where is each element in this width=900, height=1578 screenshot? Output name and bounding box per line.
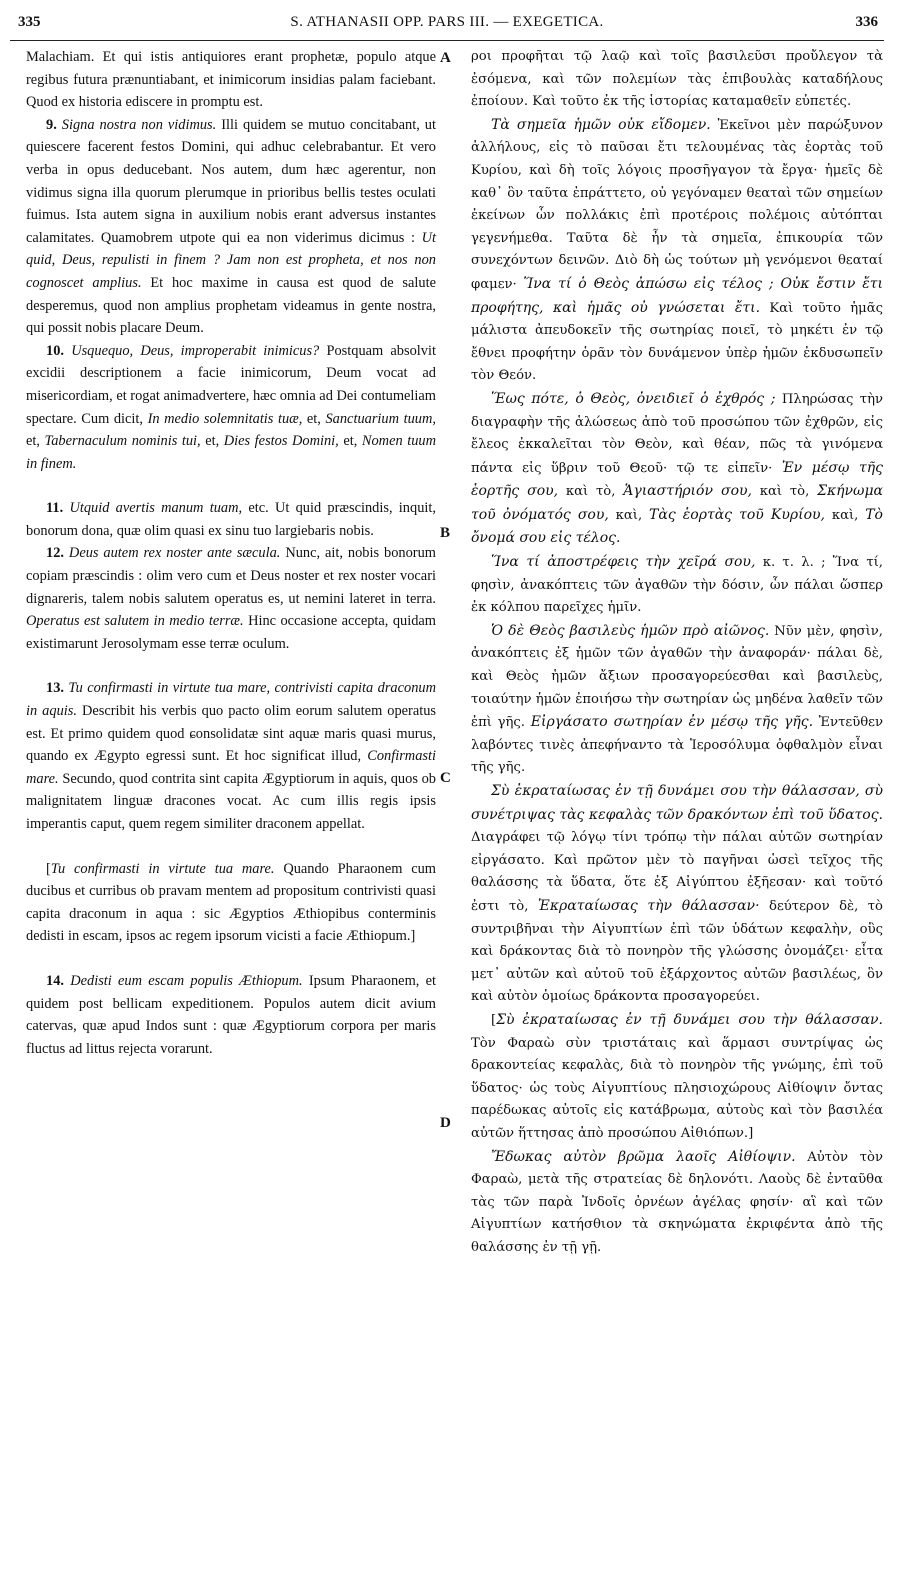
greek-paragraph-12: Ὁ δὲ Θεὸς βασιλεὺς ἡμῶν πρὸ αἰῶνος. Νῦν μὲν, φησὶν, ἀνακόπτεις ἐξ ἡμῶν τῶν ἀγαθῶν τὴν ἀναφοράν· πάλαι δὲ, καὶ Θεὸς ἡμῶν ἄξιων προσαγορεύεσθαι καὶ βασιλεὺς, τοιαύτην ἡμῶν ἐποιήσω τὴν σωτηρίαν ὡς μηδένα λαθεῖν τῶν ἐπὶ γῆς. Εἰργάσατο σωτηρίαν ἐν μέσῳ τῆς γῆς. Ἐντεῦθεν λαβόντες τινὲς ἀπεφήναντο τὰ Ἱεροσόλυμα ὀφθαλμὸν εἶναι τῆς γῆς. — [471, 622, 883, 776]
latin-paragraph: Malachiam. Et qui istis antiquiores erant prophetæ, populo atque regibus futura prænuntiabant, et inimicorum insidias palam faciebant. Quod ex historia ediscere in promptu est. — [26, 49, 436, 111]
margin-letter-c: C — [440, 770, 451, 786]
greek-bracketed-paragraph: [Σὺ ἐκραταίωσας ἐν τῇ δυνάμει σου τὴν θάλασσαν. Τὸν Φαραὼ σὺν τριστάταις καὶ ἅρμασι συντρίψας ὡς δρακοντείας κεφαλὰς, διὰ τὸ πονηρὸν τῆς γνώμης, ἐπὶ τοῦ ὕδατος· ὡς τοὺς Αἰγυπτίους πλησιοχώρους Αἰθίοψιν ὄντας παρέδωκας αὐτοῖς εἰς κατάβρωμα, αὐτοὺς καὶ τὸν βασιλέα αὐτῶν ἥττησας ἀπὸ προσώπου Αἰθιόπων.] — [471, 1011, 883, 1141]
greek-paragraph-13: Σὺ ἐκραταίωσας ἐν τῇ δυνάμει σου τὴν θάλασσαν, σὺ συνέτριψας τὰς κεφαλὰς τῶν δρακόντων ἐπὶ τοῦ ὕδατος. Διαγράφει τῷ λόγῳ τίνι τρόπῳ τὴν πάλαι αὐτῶν σωτηρίαν εἰργάσατο. Καὶ πρῶτον μὲν τὸ παγῆναι ὡσεὶ τεῖχος τῆς θαλάσσης τὰ ὕδατα, ὅτε ἐξ Αἰγύπτου ἐξῆεσαν· καὶ τοῦτό ἐστι τὸ, Ἐκραταίωσας τὴν θάλασσαν· δεύτερον δὲ, τὸ συντριβῆναι τὴν Αἰγυπτίων ἐπὶ τῶν ὑδάτων κεφαλὴν, οὓς καὶ δράκοντας διὰ τὸ πονηρὸν τῆς γλώσσης ὀνομάζει· εἶτα μετ᾽ αὐτῶν καὶ αὐτοῦ τοῦ ἐξάρχοντος αὐτῶν βασιλέως, ὃν καὶ αὐτὸν ὁμοίως δράκοντα προσαγορεύει. — [471, 783, 884, 1005]
greek-paragraph-14: Ἔδωκας αὐτὸν βρῶμα λαοῖς Αἰθίοψιν. Αὐτὸν τὸν Φαραὼ, μετὰ τῆς στρατείας δὲ δηλονότι. Λαοὺς δὲ ἐνταῦθα τὰς τῶν παρὰ Ἰνδοῖς ὀρνέων ἀγέλας φησίν· αἳ καὶ τῶν Αἰγυπτίων κατήσθιον τὰ σκηνώματα ἐκριφέντα ἀπὸ τῆς θαλάσσης ἐν τῇ γῇ. — [471, 1148, 883, 1255]
latin-paragraph-10: 10. Usquequo, Deus, improperabit inimicus? Postquam absolvit excidii descriptionem a facie inimicorum, Deum vocat ad misericordiam, et rogat animadvertere, hæc omnia ad Dei contumeliam spectare. Cum dicit, In medio solemnitatis tuæ, et, Sanctuarium tuum, et, Tabernaculum nominis tui, et, Dies festos Domini, et, Nomen tuum in finem. — [26, 342, 436, 472]
latin-bracketed-paragraph: [Tu confirmasti in virtute tua mare. Quando Pharaonem cum ducibus et curribus ob pravam mentem ad propositum contrivisti quasi capita draconum in aqua : sic Ægyptios Æthiopibus conterminis dedisti in escam, ipsos ac regem ipsorum vicisti a facie Æthiopum.] — [26, 860, 436, 945]
latin-paragraph-13: 13. Tu confirmasti in virtute tua mare, contrivisti capita draconum in aquis. Describit his verbis quo pacto olim eorum salutem operatus est. Et primo quidem quod ɕonsolidatæ sint aquæ maris quasi murus, quando ex Ægypto egressi sunt. Et hoc significat illud, Confirmasti mare. Secundo, quod contrita sint capita Ægyptiorum in aquis, quos ob malignitatem linguæ dracones vocat. Ac cum illis regis ipsis imperantis caput, quem regem similiter draconem appellat. — [26, 680, 436, 832]
page-number-right: 336 — [855, 14, 878, 30]
greek-paragraph: ροι προφῆται τῷ λαῷ καὶ τοῖς βασιλεῦσι προὔλεγον τὰ ἐσόμενα, καὶ τῶν πολεμίων τὰς ἐπιβουλὰς καταδήλους ἐποίουν. Καὶ τοῦτο ἐκ τῆς ἱστορίας καταμαθεῖν εὐπετές. — [471, 49, 883, 110]
latin-column — [26, 46, 436, 1060]
page-number-left: 335 — [18, 14, 41, 30]
latin-paragraph-9: 9. Signa nostra non vidimus. Illi quidem se mutuo concitabant, ut quiescere facerent festos Domini, qui adhuc celebrabantur. Et vero verba in opus deducebant. Nos autem, dum hæc agerentur, non vidimus signa illa quorum plerumque in prioribus bellis testes oculati fuimus. Ista autem signa in auxilium nobis erant adversus instantes calamitates. Quamobrem utpote qui ea non viderimus dicimus : Ut quid, Deus, repulisti in finem ? Jam non est propheta, et nos non cognoscet amplius. Et hoc maxime in causa est quod de salute desperemus, quod non amplius prophetam videamus in gente nostra, qui possit nobis placare Deum. — [26, 116, 437, 337]
running-header — [10, 14, 884, 41]
margin-letter-a: A — [440, 50, 451, 66]
latin-paragraph-12: 12. Deus autem rex noster ante sæcula. Nunc, ait, nobis bonorum copiam præscindis : olim vero cum et Deus noster et rex noster vocari dignareris, talem nobis salutem operatus es, ut nemini lateret in terra. Operatus est salutem in medio terræ. Hinc occasione accepta, quidam existimarunt Jerosolymam esse terræ oculum. — [26, 545, 436, 652]
margin-letter-d: D — [440, 1115, 451, 1131]
margin-letter-b: B — [440, 525, 451, 541]
greek-paragraph-9: Τὰ σημεῖα ἡμῶν οὐκ εἴδομεν. Ἐκεῖνοι μὲν παρώξυνον ἀλλήλους, εἰς τὸ παῦσαι ἔτι τελουμένας τὰς ἑορτὰς τοῦ Κυρίου, καὶ δὴ τοῖς λόγοις προσῆγαγον τὰ ἔργα· ἡμεῖς δὲ καθ᾽ ὃν ταῦτα ἐπράττετο, οὐ γεγόναμεν θεαταὶ τῶν σημείων ἐκείνων ὧν πολλάκις ἐπὶ προτέροις πολέμοις αὐτόπται γεγενήμεθα. Ταῦτα δὲ ἦν τὰ σημεῖα, ἐπικουρία τῶν συνεχόντων δεινῶν. Διὸ δὴ ὡς τούτων μὴ γενόμενοι θεαταί φαμεν· Ἵνα τί ὁ Θεὸς ἀπώσω εἰς τέλος ; Οὐκ ἔστιν ἔτι προφήτης, καὶ ἡμᾶς οὐ γνώσεται ἔτι. Καὶ τοῦτο ἡμᾶς μάλιστα ἀπευδοκεῖν τῆς σωτηρίας ποιεῖ, τὸ μηκέτι ἐν τῷ ἔθνει προφήτην ὁρᾶν τὸν δυνάμενον ὑπὲρ ἡμῶν ἐκδυσωπεῖν τὸν Θεόν. — [471, 116, 883, 384]
greek-paragraph-11: Ἵνα τί ἀποστρέφεις τὴν χεῖρά σου, κ. τ. λ. ; Ἵνα τί, φησὶν, ἀνακόπτεις τῶν ἀγαθῶν τὴν δόσιν, ὧν πάλαι ὥσπερ ἐκ κόλπου παρεῖχες ἡμῖν. — [471, 554, 883, 616]
running-title: S. ATHANASII OPP. PARS III. — EXEGETICA. — [290, 14, 604, 30]
greek-paragraph-10: Ἕως πότε, ὁ Θεὸς, ὀνειδιεῖ ὁ ἐχθρός ; Πληρώσας τὴν διαγραφὴν τῆς ἁλώσεως ἀπὸ τοῦ προσώπου τῶν ἐχθρῶν, εἰς ἔλεος ἐκκαλεῖται τὸν Θεὸν, καὶ θέαν, πῶς τὰ γινόμενα πάντα εἰς ὕβριν τοῦ Θεοῦ· τῷ τε εἰπεῖν· Ἐν μέσῳ τῆς ἑορτῆς σου, καὶ τὸ, Ἁγιαστήριόν σου, καὶ τὸ, Σκήνωμα τοῦ ὀνόματός σου, καὶ, Τὰς ἑορτὰς τοῦ Κυρίου, καὶ, Τὸ ὄνομά σου εἰς τέλος. — [471, 390, 884, 547]
latin-paragraph-11: 11. Utquid avertis manum tuam, etc. Ut quid præscindis, inquit, bonorum dona, quæ olim quasi ex sinu tuo largiebaris nobis. — [26, 500, 436, 539]
latin-paragraph-14: 14. Dedisti eum escam populis Æthiopum. Ipsum Pharaonem, et quidem post bellicam expeditionem. Populos autem dicit avium catervas, quæ apud Indos sunt : quæ Ægyptiorum corpora per maris fluctus ad littus rejecta vorarunt. — [26, 972, 436, 1057]
greek-column — [471, 46, 883, 1259]
